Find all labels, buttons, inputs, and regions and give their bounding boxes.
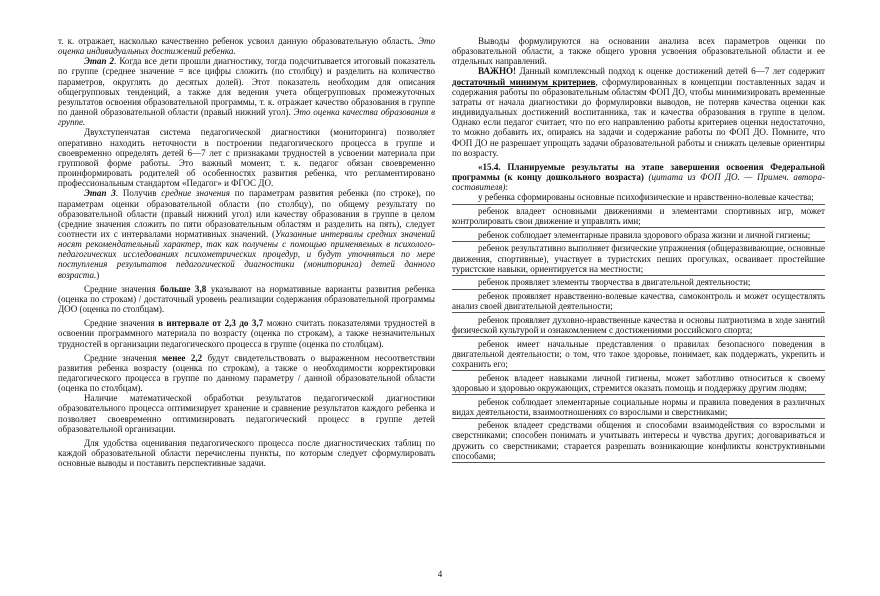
page-number: 4 [437, 569, 443, 579]
quote-heading: «15.4. Планируемые результаты на этапе завершения освоения Федеральной программы (к концу дошкольного возраста) (цитата из ФОП ДО. — Примеч. автора-составителя): [452, 161, 825, 193]
paragraph-interval-mid: Средние значения в интервале от 2,3 до 3,7 можно считать показателями трудностей в освоении программного материала по возрасту (оценка по строкам), а также незначительных трудностей в организации педагогического процесса в группе (оценка по столбцам). [58, 318, 435, 349]
paragraph: Двухступенчатая система педагогической диагностики (мониторинга) позволяет оперативно находить неточности в построении педагогического процесса в группе и своевременно определять детей 6—7 лет с признаками трудностей в усвоении материала при групповой форме работы. Это важный момент, т. к. педагог обязан своевременно проинформировать родителей об особенностях развития ребенка, что регламентировано профессиональным стандартом «Педагог» и ФГОС ДО. [58, 127, 435, 189]
paragraph-interval-high: Средние значения больше 3,8 указывают на нормативные варианты развития ребенка (оценка по строкам) / достаточный уровень реализации содержания образовательной программы ДОО (оценка по столбцам). [58, 283, 435, 315]
paragraph-interval-low: Средние значения менее 2,2 будут свидетельствовать о выраженном несоответствии развития ребенка возрасту (оценка по строкам), а также о необходимости корректировки педагогического процесса в группе по данному параметру / данной образовательной области (оценка по столбцам). [58, 352, 435, 394]
italic-note: Это оценка качества образования в группе. [58, 107, 435, 128]
italic-note: (цитата из ФОП ДО. — Примеч. автора-составителя) [452, 172, 825, 193]
right-column [452, 36, 825, 464]
italic-term: средние значения [161, 188, 230, 199]
important-label: ВАЖНО! [478, 66, 517, 77]
list-item: ребенок соблюдает элементарные правила здорового образа жизни и личной гигиены; [452, 230, 825, 242]
bold-value: больше 3,8 [160, 283, 207, 294]
left-column [58, 36, 435, 468]
paragraph: Для удобства оценивания педагогического процесса после диагностических таблиц по каждой образовательной области перечислены пункты, по которым следует сформулировать основные выводы и поставить перспективные задачи. [58, 437, 435, 469]
stage-label: Этап 3 [84, 188, 116, 199]
paragraph: Наличие математической обработки результатов педагогической диагностики образовательного процесса оптимизирует хранение и сравнение результатов каждого ребенка и позволяет своевременно оптимизировать педагогический процесс в группе детей образовательной организации. [58, 393, 435, 434]
list-item: ребенок имеет начальные представления о правилах безопасного поведения в двигательной деятельности; о том, что такое здоровье, понимает, как поддержать, укрепить и сохранить его; [452, 339, 825, 371]
paragraph: Выводы формулируются на основании анализа всех параметров оценки по образовательной области, а также общего уровня усвоения образовательной области и ее отдельных направлений. [452, 36, 825, 67]
italic-note: Это оценка индивидуальных достижений ребенка. [58, 36, 436, 57]
paragraph: т. к. отражает, насколько качественно ребенок усвоил данную образовательную область. Это оценка индивидуальных достижений ребенка. [58, 36, 436, 57]
italic-note: Указанные интервалы средних значений носят рекомендательный характер, так как получены с помощью применяемых в психолого-педагогических исследованиях психометрических процедур, и будут уточняться по мере поступления результатов педагогической диагностики (мониторинга) детей данного возраста. [58, 228, 435, 280]
paragraph-important: ВАЖНО! Данный комплексный подход к оценке достижений детей 6—7 лет содержит достаточный минимум критериев, сформулированных в концепции поставленных задач и содержания работы по образовательным областям ФОП ДО, чтобы минимизировать временные затраты от начала диагностики до формулировки выводов, не потеряв качества оценки как индивидуальных достижений воспитанника, так и качества образования в группе в целом. Однако если педагог считает, что по его направлению работы критериев оценки недостаточно, то можно добавить их, опираясь на задачи и содержание работы по ФОП ДО. Помните, что ФОП ДО не разрешает упрощать задачи образовательной работы и снижать целевые ориентиры по возрасту. [452, 66, 826, 158]
list-item: ребенок соблюдает элементарные социальные нормы и правила поведения в различных видах деятельности, взаимоотношениях со взрослыми и сверстниками; [452, 397, 825, 419]
bold-underlined-term: достаточный минимум критериев [452, 76, 596, 87]
list-item: ребенок проявляет духовно-нравственные качества и основы патриотизма в ходе занятий физической культурой и ознакомлением с достижениями российского спорта; [452, 315, 825, 337]
list-item: ребенок проявляет элементы творчества в двигательной деятельности; [452, 277, 825, 289]
list-item: ребенок владеет навыками личной гигиены, может заботливо относиться к своему здоровью и здоровью окружающих, стремится оказать помощь и поддержку другим людям; [452, 373, 825, 395]
list-item: ребенок владеет основными движениями и элементами спортивных игр, может контролировать свои движение и управлять ими; [452, 206, 825, 228]
list-item: ребенок проявляет нравственно-волевые качества, самоконтроль и может осуществлять анализ своей двигательной деятельности; [452, 291, 825, 313]
list-item: ребенок владеет средствами общения и способами взаимодействия со взрослыми и сверстниками; способен понимать и учитывать интересы и чувства других; договариваться и дружить со сверстниками; старается разрешать возникающие конфликты конструктивными способами; [452, 420, 825, 463]
list-item: у ребенка сформированы основные психофизические и нравственно-волевые качества; [452, 192, 825, 204]
bold-value: менее 2,2 [162, 352, 203, 363]
bold-value: в интервале от 2,3 до 3,7 [158, 318, 264, 329]
paragraph-stage-3: Этап 3. Получив средние значения по параметрам развития ребенка (по строке), по параметрам оценки образовательной области (по столбцу), по общему результату по образовательной области (правый нижний угол) или качеству образования в группе в целом (средние значения сложить по пяти образовательным областям и разделить на пять), следует соотнести их с интервалами нормативных значений. (Указанные интервалы средних значений носят рекомендательный характер, так как получены с помощью применяемых в психолого-педагогических исследованиях психометрических процедур, и будут уточняться по мере поступления результатов педагогической диагностики (мониторинга) детей данного возраста.) [58, 188, 436, 280]
list-item: ребенок результативно выполняет физические упражнения (общеразвивающие, основные движения, спортивные), участвует в туристских пеших прогулках, осваивает простейшие туристские навыки, ориентируется на местности; [452, 243, 825, 275]
planned-results-list [452, 192, 825, 463]
paragraph-stage-2: Этап 2. Когда все дети прошли диагностику, тогда подсчитывается итоговый показатель по группе (среднее значение = все цифры сложить (по столбцу) и разделить на количество параметров, округлять до десятых долей). Этот показатель необходим для описания общегрупповых тенденций, а также для ведения учета общегрупповых промежуточных результатов освоения образовательной программы, т. к. отражает качество образования в группе по данной образовательной области (правый нижний угол). Это оценка качества образования в группе. [58, 56, 435, 128]
stage-label: Этап 2 [84, 56, 115, 67]
